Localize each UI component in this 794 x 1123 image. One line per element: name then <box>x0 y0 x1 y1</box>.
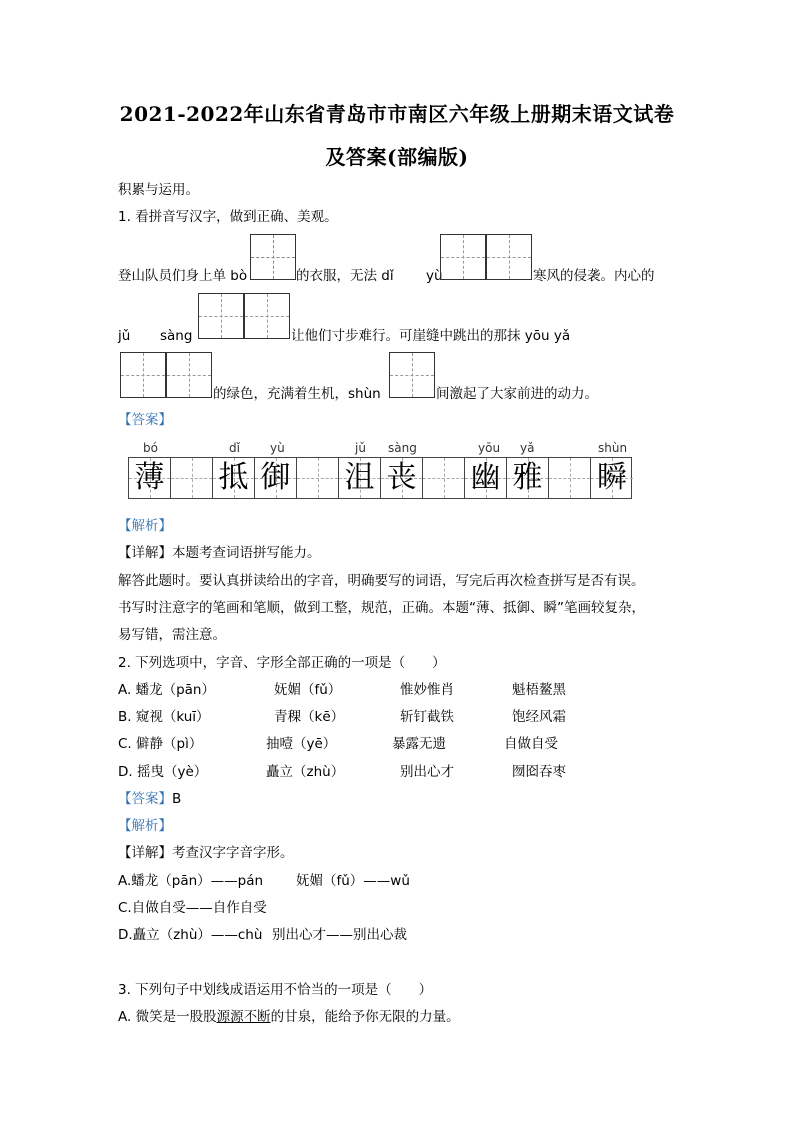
q2-fix-d2: 别出心才——别出心裁 <box>272 927 407 943</box>
q1-detail-a: 【详解】本题考查词语拼写能力。 <box>118 545 321 561</box>
q1-detail-c: 书写时注意字的笔画和笔顺，做到工整，规范，正确。本题“薄、抵御、瞬”笔画较复杂， <box>118 600 645 616</box>
strip-pinyin: yù <box>270 441 285 455</box>
q1-stem: 1. 看拼音写汉字，做到正确、美观。 <box>118 209 338 225</box>
strip-cell: 幽 <box>465 458 507 498</box>
q2-option-c2: 抽噎（yē） <box>266 736 337 752</box>
strip-cell: 丧 <box>381 458 423 498</box>
q3-underlined-idiom: 源源不断 <box>216 1009 271 1025</box>
answer-box-bo[interactable] <box>250 234 296 280</box>
q2-option-b2: 青稞（kē） <box>274 709 345 725</box>
q2-detail: 【详解】考查汉字字音字形。 <box>118 845 294 861</box>
q2-answer-line <box>118 789 181 809</box>
q2-option-b3: 斩钉截铁 <box>400 709 454 725</box>
strip-pinyin: yǎ <box>520 441 535 455</box>
answer-box-ya[interactable] <box>166 352 212 398</box>
q1-text-3: yù <box>426 268 443 284</box>
q1-text-7: 间激起了大家前进的动力。 <box>436 386 598 402</box>
answer-box-di[interactable] <box>440 234 486 280</box>
answer-box-ju[interactable] <box>198 293 244 339</box>
q2-option-a: A. 蟠龙（pān） <box>118 682 215 698</box>
q1-text-6: 的绿色，充满着生机，shùn <box>213 386 381 402</box>
strip-pinyin: dǐ <box>229 441 240 455</box>
q2-answer: B <box>172 791 182 807</box>
q3-stem: 3. 下列句子中划线成语运用不恰当的一项是（ ） <box>118 982 433 998</box>
q1-detail-d: 易写错，需注意。 <box>118 627 226 643</box>
answer-box-yu[interactable] <box>486 234 532 280</box>
q2-stem: 2. 下列选项中，字音、字形全部正确的一项是（ ） <box>118 655 446 671</box>
q2-option-d2: 矗立（zhù） <box>266 764 345 780</box>
q1-detail-b: 解答此题时。要认真拼读给出的字音，明确要写的词语，写完后再次检查拼写是否有误。 <box>118 573 645 589</box>
answer-strip <box>128 457 632 499</box>
strip-cell <box>549 458 591 498</box>
q2-analysis-tag: 【解析】 <box>118 818 172 834</box>
q2-option-d3: 别出心才 <box>400 764 454 780</box>
q1-pinyin-ju: jǔ <box>118 328 131 344</box>
q2-option-a4: 魁梧鳌黑 <box>512 682 566 698</box>
strip-cell <box>423 458 465 498</box>
q2-option-b4: 饱经风霜 <box>512 709 566 725</box>
strip-pinyin: jǔ <box>355 441 366 455</box>
q1-analysis-tag: 【解析】 <box>118 518 172 534</box>
strip-cell: 御 <box>255 458 297 498</box>
strip-pinyin: bó <box>143 441 158 455</box>
q2-option-d4: 囫囵吞枣 <box>512 764 566 780</box>
answer-box-you[interactable] <box>120 352 166 398</box>
q1-text-5: 让他们寸步难行。可崖缝中跳出的那抹 yōu yǎ <box>291 328 571 344</box>
doc-title-line1: 2021-2022年山东省青岛市市南区六年级上册期末语文试卷 <box>119 102 675 126</box>
strip-pinyin: yōu <box>478 441 501 455</box>
q2-answer-tag: 【答案】 <box>118 791 172 807</box>
q1-text-4: 寒风的侵袭。内心的 <box>533 268 655 284</box>
strip-cell: 抵 <box>213 458 255 498</box>
strip-pinyin: shùn <box>598 441 628 455</box>
strip-pinyin: sàng <box>388 441 417 455</box>
strip-cell: 雅 <box>507 458 549 498</box>
strip-cell: 瞬 <box>591 458 633 498</box>
doc-title-line2: 及答案(部编版) <box>325 145 469 169</box>
q2-option-d: D. 摇曳（yè） <box>118 764 208 780</box>
q2-option-c3: 暴露无遗 <box>392 736 446 752</box>
q2-fix-a1: A.蟠龙（pān）——pán <box>118 873 264 889</box>
strip-cell: 沮 <box>339 458 381 498</box>
q2-fix-d1: D.矗立（zhù）——chù <box>118 927 263 943</box>
q1-text-1: 登山队员们身上单 bò <box>118 268 248 284</box>
answer-box-sang[interactable] <box>244 293 290 339</box>
answer-box-shun[interactable] <box>389 352 435 398</box>
q1-pinyin-sang: sàng <box>160 328 193 344</box>
strip-cell <box>297 458 339 498</box>
q2-option-b: B. 窥视（kuī） <box>118 709 210 725</box>
q2-option-a3: 惟妙惟肖 <box>400 682 454 698</box>
q2-option-c4: 自做自受 <box>504 736 558 752</box>
q2-option-a2: 妩媚（fǔ） <box>274 682 342 698</box>
strip-cell <box>171 458 213 498</box>
q1-answer-tag: 【答案】 <box>118 412 172 428</box>
q2-fix-c: C.自做自受——自作自受 <box>118 900 267 916</box>
q1-text-2: 的衣服，无法 dǐ <box>296 268 394 284</box>
q2-fix-a2: 妩媚（fǔ）——wǔ <box>296 873 410 889</box>
q3-option-a: A. 微笑是一股股源源不断的甘泉，能给予你无限的力量。 <box>118 1009 460 1025</box>
section-heading: 积累与运用。 <box>118 182 199 198</box>
strip-cell: 薄 <box>129 458 171 498</box>
q2-option-c: C. 僻静（pì） <box>118 736 203 752</box>
